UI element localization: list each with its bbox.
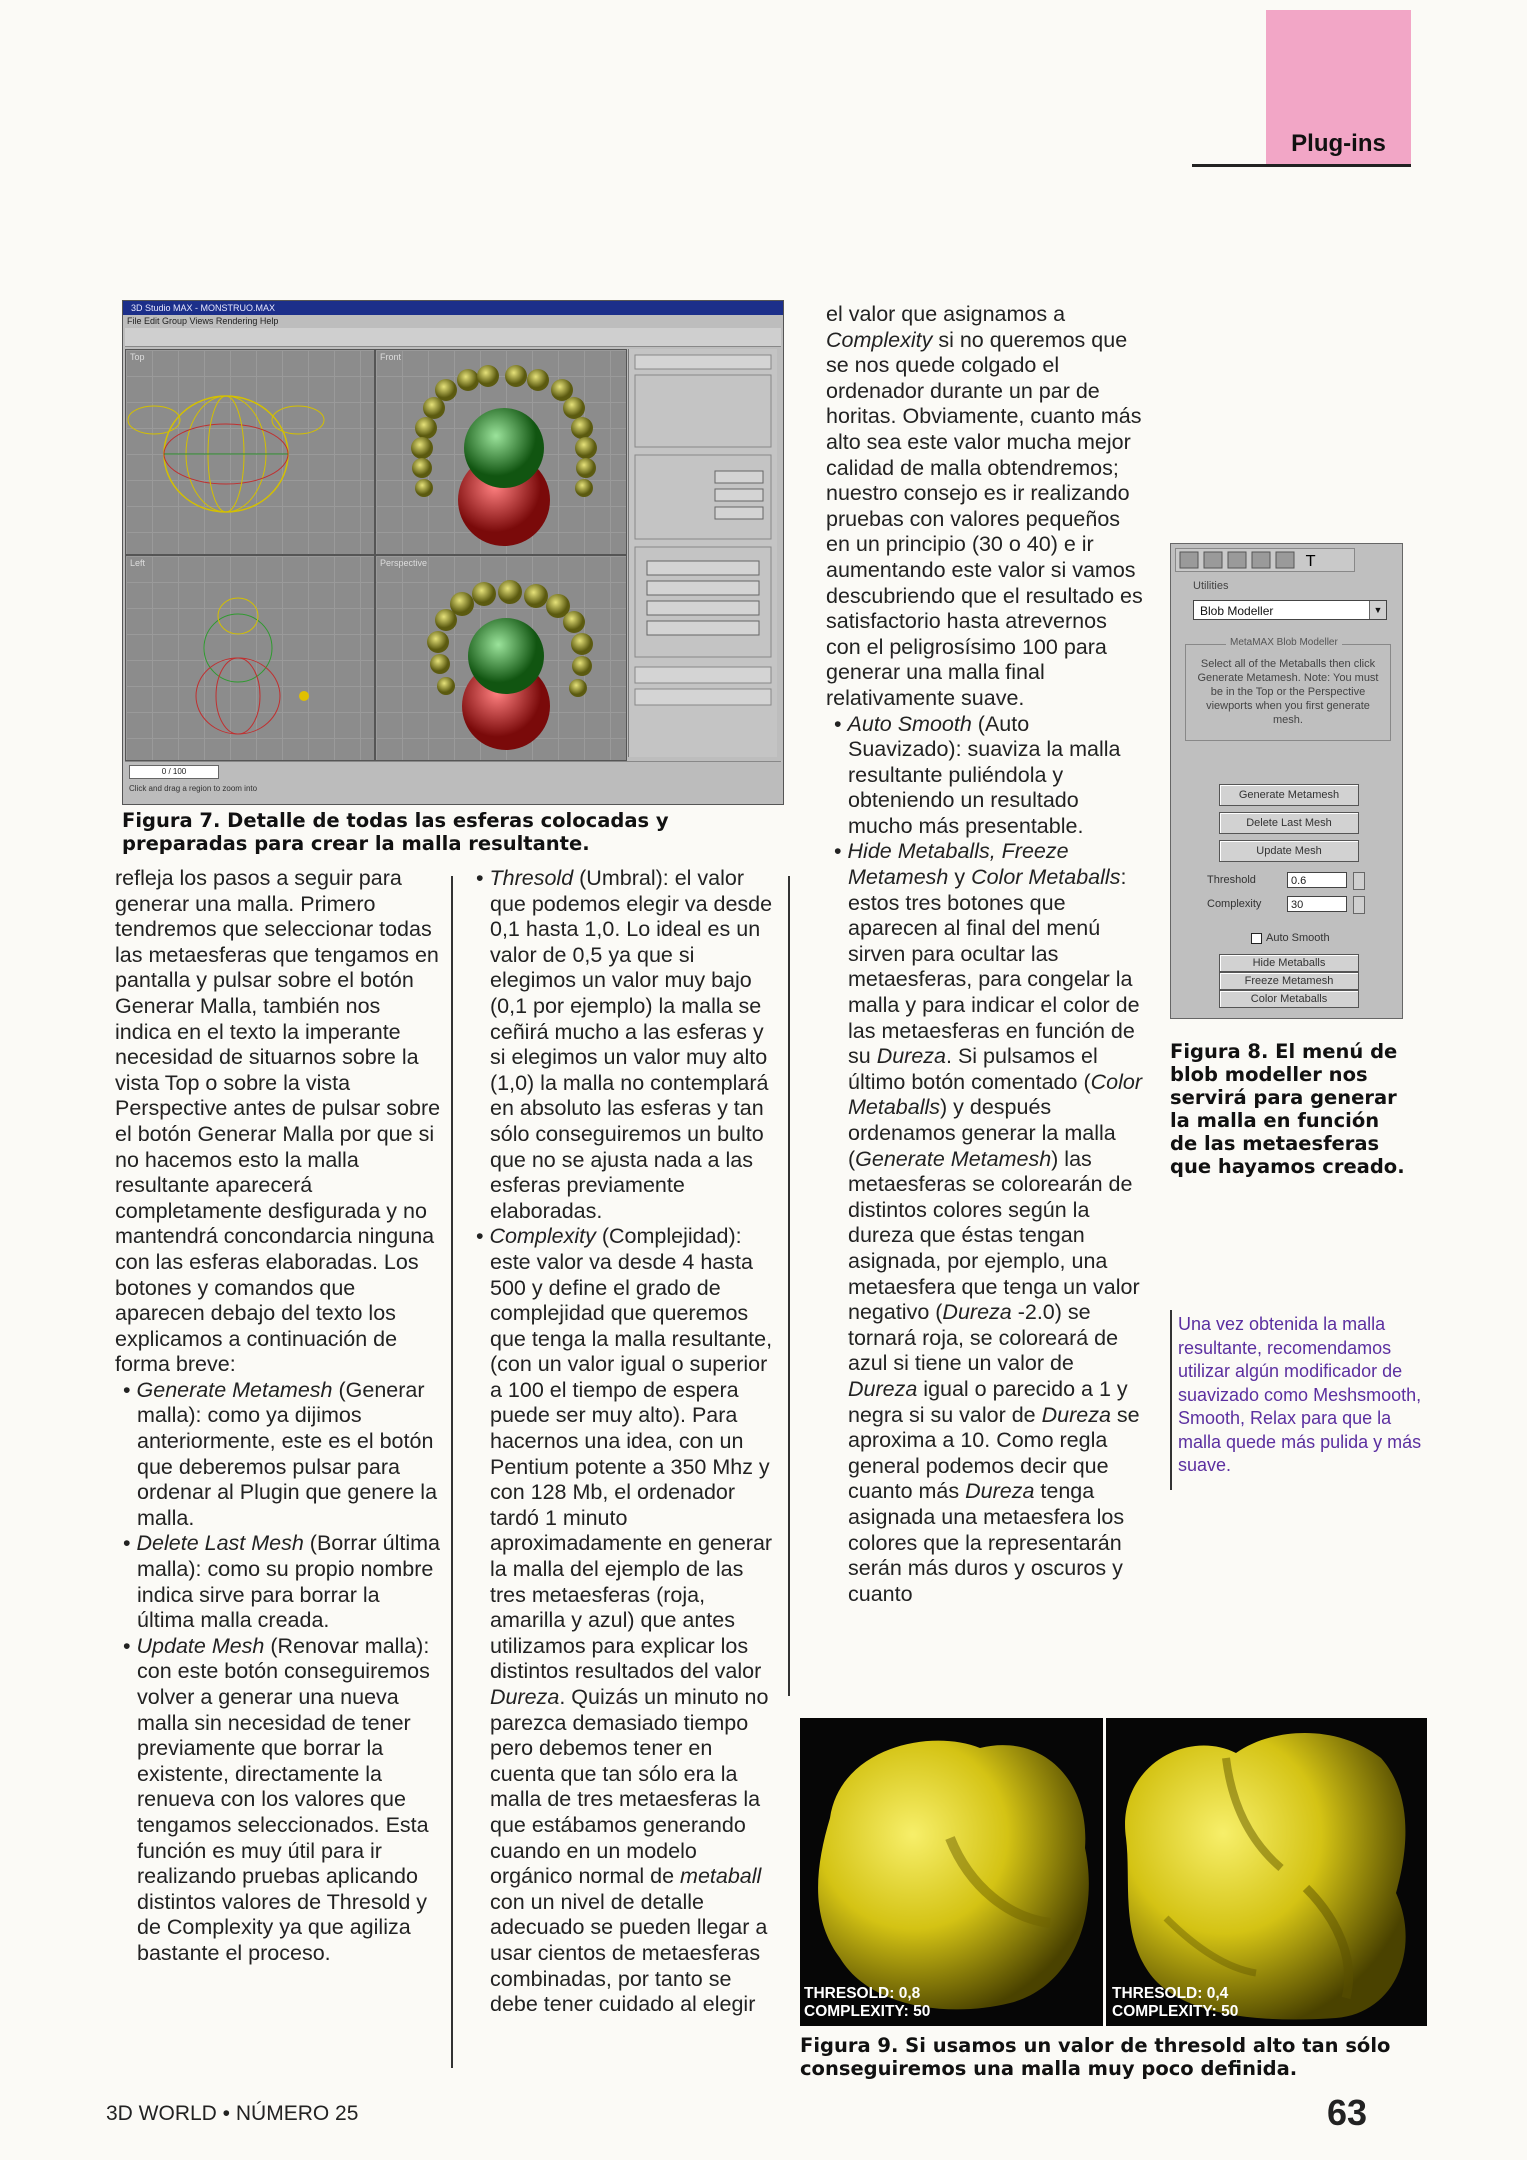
- wireframe-sphere-icon: [126, 350, 374, 554]
- utility-select[interactable]: [1193, 600, 1387, 620]
- status-bar: [125, 761, 781, 802]
- term: Generate Metamesh: [855, 1146, 1052, 1171]
- col3-intro: [826, 302, 1144, 712]
- page-number: 63: [1327, 2092, 1368, 2133]
- figure-9-left-render: [800, 1718, 1103, 2026]
- column-2: [468, 866, 780, 2018]
- left-thresold-label: THRESOLD: 0,8: [804, 1985, 921, 2002]
- bullet-text: (Complejidad): este valor va desde 4 hasta 500 y define el grado de complejidad que queremos que tenga la malla resultante, (con un valor igual o superior a 100 el tiempo de espera puede ser muy alto). Para hacernos una idea, con un Pentium potente a 350 Mhz y con 128 Mb, el ordenador tardó 1 minuto aproximadamente en generar la malla del ejemplo de las tres metaesferas (roja, amarilla y azul) que antes utilizamos para explicar los distintos resultados del valor: [490, 1224, 773, 1684]
- term: Color Metaballs: [848, 1069, 1143, 1120]
- column-rule: [788, 876, 790, 1696]
- footer-publication: 3D WORLD • NÚMERO 25: [106, 2102, 359, 2125]
- text: ) las metaesferas se colorearán de distintos colores según la dureza que éstas tengan asignada, por ejemplo, una metaesfera que tenga un valor negativo (: [848, 1146, 1140, 1325]
- bullet-text: (Auto Suavizado): suaviza la malla resultante puliéndola y obteniendo un resultado mucho más presentable.: [848, 711, 1121, 838]
- bullet-term: Generate Metamesh: [136, 1377, 333, 1402]
- bullet-text: (Umbral): el valor que podemos elegir va desde 0,1 hasta 1,0. Lo ideal es un valor de 0,5 ya que si elegimos un valor muy bajo (0,1 por ejemplo) la malla se ceñirá mucho a las esferas y si elegimos un valor muy alto (1,0) la malla no contemplará en absoluto las esferas y tan sólo conseguiremos un bulto que no se ajusta nada a las esferas previamente elaboradas.: [490, 866, 773, 1223]
- text: ) y después ordenamos generar la malla (: [848, 1095, 1116, 1171]
- checkbox-icon: [1251, 933, 1262, 944]
- bullet-auto-smooth: [826, 712, 1144, 840]
- window-title: 3D Studio MAX - MONSTRUO.MAX: [123, 301, 783, 315]
- term-dureza: Dureza: [876, 1044, 946, 1069]
- bullet-text: (Generar malla): como ya dijimos anteriormente, este es el botón que deberemos pulsar para ordenar al Plugin que genere la malla.: [137, 1377, 438, 1530]
- term-dureza: Dureza: [1041, 1402, 1111, 1427]
- display-panel: [628, 349, 777, 757]
- toolbar: [125, 328, 781, 347]
- figure-7-screenshot: [122, 300, 784, 805]
- viewport-perspective: [375, 555, 627, 761]
- figure-8-caption: Figura 8. El menú de blob modeller nos servirá para generar la malla en función de las metaesferas que hayamos creado.: [1170, 1040, 1405, 1178]
- svg-text:T: T: [1306, 552, 1316, 570]
- text: -2.0) se tornará roja, se coloreará de azul si tiene un valor de: [848, 1300, 1119, 1376]
- figure-8-panel: [1170, 543, 1403, 1019]
- threshold-input[interactable]: 0.6: [1287, 872, 1347, 888]
- text: igual o parecido a 1 y negra si su valor de: [848, 1376, 1128, 1427]
- term-dureza: Dureza: [965, 1479, 1035, 1504]
- term-dureza: Dureza: [848, 1376, 918, 1401]
- text: . Si pulsamos el último botón comentado (: [848, 1044, 1098, 1094]
- panel-controls: [629, 349, 777, 757]
- bullet-delete-last-mesh: [115, 1531, 441, 1633]
- bullet-text: (Renovar malla): con este botón conseguiremos volver a generar una nueva malla sin necesidad de tener previamente que borrar la existente, directamente la renueva con los valores que tengamos seleccionados. Esta función es muy útil para ir realizando pruebas aplicando distintos valores de Thresold y de Complexity ya que agiliza bastante el proceso.: [137, 1633, 430, 1965]
- bullet-term: Delete Last Mesh: [136, 1531, 304, 1556]
- blob-modeller-group: [1185, 637, 1391, 741]
- sidebar-rule: [1170, 1310, 1172, 1490]
- bullet-generate-metamesh: [115, 1378, 441, 1532]
- text: el valor que asignamos a: [826, 302, 1066, 326]
- metaball-perspective-icon: [376, 556, 626, 760]
- bullet-term: Auto Smooth: [847, 711, 972, 736]
- figure-7-caption: Figura 7. Detalle de todas las esferas colocadas y preparadas para crear la malla resultante.: [122, 809, 669, 855]
- freeze-metamesh-button[interactable]: Freeze Metamesh: [1219, 972, 1359, 990]
- viewport-label: Front: [380, 352, 402, 362]
- text: tenga asignada una metaesfera los colores que la representarán serán más duros y oscuros y cuanto: [848, 1479, 1125, 1606]
- utility-icon-bar: [1175, 548, 1355, 572]
- viewport-top: [125, 349, 375, 555]
- term-dureza: Dureza: [490, 1685, 560, 1709]
- text: y: [948, 865, 972, 890]
- col1-intro-text: refleja los pasos a seguir para generar una malla. Primero tendremos que seleccionar todas las metaesferas que tengamos en pantalla y pulsar sobre el botón Generar Malla, también nos indica en el texto la imperante necesidad de situarnos sobre la vista Top o sobre la vista Perspective antes de pulsar sobre el botón Generar Malla por que si no hacemos esto la malla resultante aparecerá completamente desfigurada y no mantendrá concondarcia ninguna con las esferas elaboradas. Los botones y comandos que aparecen debajo del texto los explicamos a continuación de forma breve:: [115, 866, 441, 1377]
- viewport-label: Perspective: [380, 558, 428, 568]
- complexity-label: Complexity: [1207, 898, 1262, 910]
- viewport-label: Left: [130, 558, 146, 568]
- generate-metamesh-button[interactable]: Generate Metamesh: [1219, 784, 1359, 806]
- utilities-label: Utilities: [1193, 580, 1229, 592]
- term-dureza: Dureza: [942, 1300, 1012, 1325]
- viewport-left: [125, 555, 375, 761]
- column-1: [115, 866, 441, 1967]
- instruction-note: Select all of the Metaballs then click Generate Metamesh. Note: You must be in the Top or the Perspective viewports when you first generate mesh.: [1197, 658, 1379, 726]
- figure-9-right-render: [1106, 1718, 1427, 2026]
- threshold-spinner[interactable]: [1353, 872, 1365, 890]
- bullet-term: Thresold: [489, 866, 574, 890]
- figure-9-caption: Figura 9. Si usamos un valor de thresold alto tan sólo conseguiremos una malla muy poco definida.: [800, 2034, 1391, 2080]
- col1-intro: [115, 866, 441, 1378]
- term-complexity: Complexity: [826, 327, 933, 352]
- delete-last-mesh-button[interactable]: Delete Last Mesh: [1219, 812, 1359, 834]
- left-complexity-label: COMPLEXITY: 50: [804, 2003, 931, 2020]
- bullet-term: Update Mesh: [136, 1633, 265, 1658]
- threshold-label: Threshold: [1207, 874, 1256, 886]
- menu-bar: File Edit Group Views Rendering Help: [127, 316, 279, 326]
- frame-counter: 0 / 100: [129, 765, 219, 779]
- right-thresold-label: THRESOLD: 0,4: [1112, 1985, 1229, 2002]
- term-metaball: metaball: [680, 1864, 762, 1889]
- column-rule: [451, 876, 453, 2068]
- text: : estos tres botones que aparecen al final del menú sirven para ocultar las metaesferas, para congelar la malla y para indicar el color de las metaesferas en función de su: [848, 865, 1140, 1069]
- complexity-input[interactable]: 30: [1287, 896, 1347, 912]
- header-rule: [1192, 164, 1411, 167]
- bullet-term: Color Metaballs: [971, 865, 1121, 890]
- defined-blob-icon: [1106, 1718, 1427, 2026]
- checkbox-label: Auto Smooth: [1266, 932, 1330, 944]
- bullet-update-mesh: [115, 1634, 441, 1967]
- group-title: MetaMAX Blob Modeller: [1226, 637, 1342, 648]
- auto-smooth-checkbox[interactable]: [1251, 932, 1330, 944]
- metaball-creature-icon: [376, 350, 626, 554]
- bullet-text: (Borrar última malla): como su propio nombre indica sirve para borrar la última malla creada.: [137, 1531, 441, 1633]
- bullet-term: Complexity: [489, 1224, 596, 1249]
- right-complexity-label: COMPLEXITY: 50: [1112, 2003, 1239, 2020]
- bullet-text: . Quizás un minuto no parezca demasiado tiempo pero debemos tener en cuenta que tan sólo era la malla de tres metaesferas la que estábamos generando cuando en un modelo orgánico normal de: [490, 1685, 769, 1889]
- utility-select-value: Blob Modeller: [1200, 604, 1274, 618]
- tool-icons: [1176, 549, 1354, 571]
- text: se aproxima a 10. Como regla general podemos decir que cuanto más: [848, 1402, 1140, 1504]
- status-hint: Click and drag a region to zoom into: [129, 784, 258, 793]
- column-3: [826, 302, 1144, 1607]
- smooth-blob-icon: [800, 1718, 1103, 2026]
- section-label: Plug-ins: [1291, 130, 1386, 157]
- text: si no queremos que se nos quede colgado el ordenador durante un par de horitas. Obviamente, cuanto más alto sea este valor mucha mejor calidad de malla obtendremos; nuestro consejo es ir realizando pruebas con valores pequeños en un principio (30 o 40) e ir aumentando este valor si vamos descubriendo que el resultado es satisfactorio hasta atrevernos con el peligrosísimo 100 para generar una malla final relativamente suave.: [826, 327, 1143, 710]
- chevron-down-icon[interactable]: ▼: [1369, 601, 1386, 619]
- complexity-spinner[interactable]: [1353, 896, 1365, 914]
- bullet-text: con un nivel de detalle adecuado se pueden llegar a usar cientos de metaesferas combinadas, por tanto se debe tener cuidado al elegir: [490, 1889, 768, 2017]
- viewport-front: [375, 349, 627, 555]
- sidebar-note: Una vez obtenida la malla resultante, recomendamos utilizar algún modificador de suavizado como Meshsmooth, Smooth, Relax para que la malla quede más pulida y más suave.: [1178, 1314, 1422, 1475]
- bullet-hide-metaballs: [826, 839, 1144, 1607]
- wireframe-side-icon: [126, 556, 374, 760]
- bullet-thresold: [468, 866, 780, 1224]
- bullet-complexity: [468, 1224, 780, 2017]
- color-metaballs-button[interactable]: Color Metaballs: [1219, 990, 1359, 1008]
- update-mesh-button[interactable]: Update Mesh: [1219, 840, 1359, 862]
- viewport-label: Top: [130, 352, 145, 362]
- hide-metaballs-button[interactable]: Hide Metaballs: [1219, 954, 1359, 972]
- bullet-term: Hide Metaballs, Freeze Metamesh: [847, 839, 1069, 890]
